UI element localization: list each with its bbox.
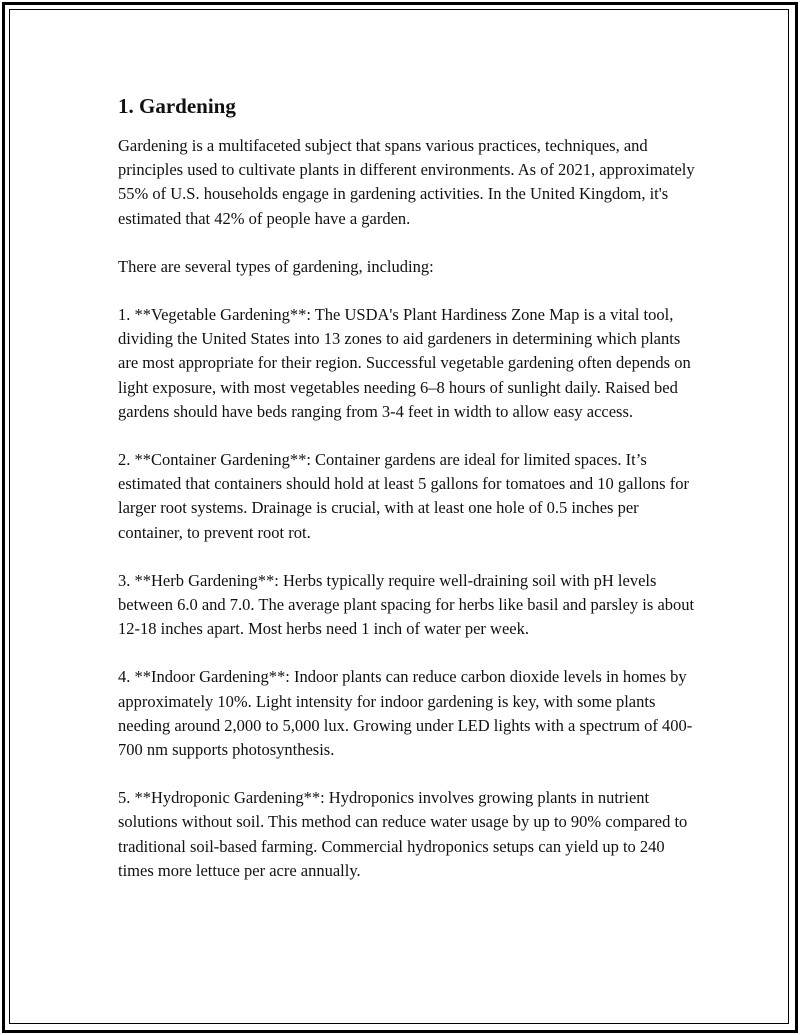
indoor-gardening-paragraph: 4. **Indoor Gardening**: Indoor plants can reduce carbon dioxide levels in homes by approximately 10%. Light intensity for indoor gardening is key, with some plants needing around 2,000 to 5,000 lux. Growing under LED lights with a spectrum of 400-700 nm supports photosynthesis. <box>118 667 693 760</box>
types-intro-paragraph: There are several types of gardening, including: <box>118 256 434 276</box>
intro-paragraph: Gardening is a multifaceted subject that spans various practices, techniques, and principles used to cultivate plants in different environments. As of 2021, approximately 55% of U.S. households engage in gardening activities. In the United Kingdom, it's estimated that 42% of people have a garden. <box>118 136 695 228</box>
document-body <box>118 92 698 907</box>
section-heading: 1. Gardening <box>118 94 236 118</box>
herb-gardening-paragraph: 3. **Herb Gardening**: Herbs typically require well-draining soil with pH levels between 6.0 and 7.0. The average plant spacing for herbs like basil and parsley is about 12-18 inches apart. Most herbs need 1 inch of water per week. <box>118 570 695 639</box>
vegetable-gardening-paragraph: 1. **Vegetable Gardening**: The USDA's Plant Hardiness Zone Map is a vital tool, dividing the United States into 13 zones to aid gardeners in determining which plants are most appropriate for their region. Successful vegetable gardening often depends on light exposure, with most vegetables needing 6–8 hours of sunlight daily. Raised bed gardens should have beds ranging from 3-4 feet in width to allow easy access. <box>118 305 691 421</box>
hydroponic-gardening-paragraph: 5. **Hydroponic Gardening**: Hydroponics involves growing plants in nutrient solutions without soil. This method can reduce water usage by up to 90% compared to traditional soil-based farming. Commercial hydroponics setups can yield up to 240 times more lettuce per acre annually. <box>118 788 688 880</box>
container-gardening-paragraph: 2. **Container Gardening**: Container gardens are ideal for limited spaces. It’s estimated that containers should hold at least 5 gallons for tomatoes and 10 gallons for larger root systems. Drainage is crucial, with at least one hole of 0.5 inches per container, to prevent root rot. <box>118 450 689 542</box>
